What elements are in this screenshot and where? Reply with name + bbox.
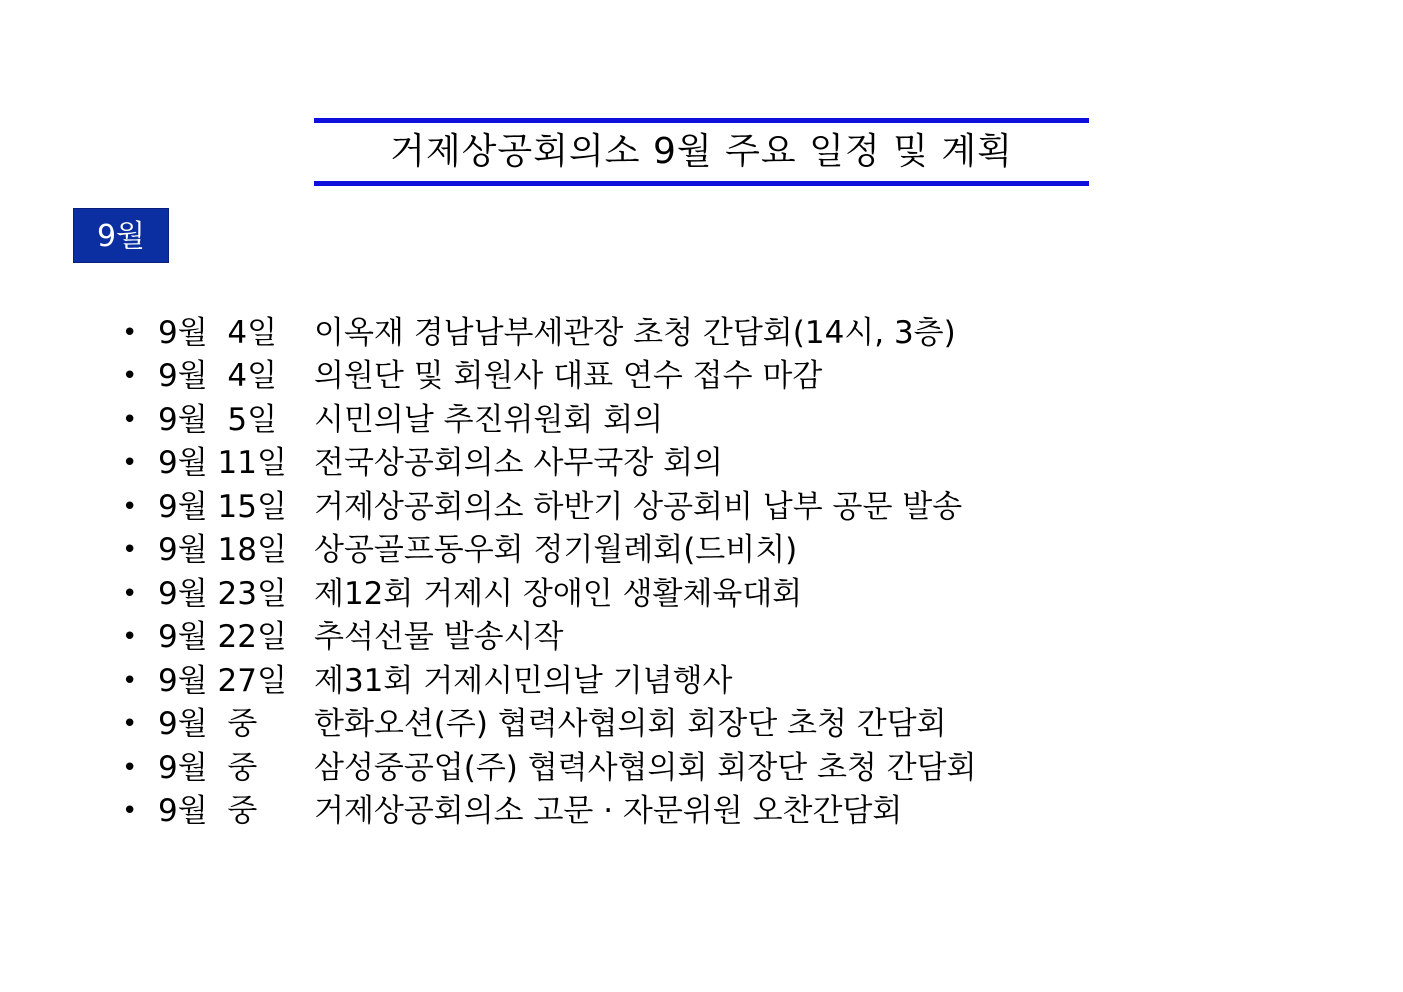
schedule-list <box>122 311 1222 833</box>
schedule-text: 추석선물 발송시작 <box>314 619 564 656</box>
bullet-icon: • <box>122 752 138 783</box>
schedule-text: 이옥재 경남남부세관장 초청 간담회(14시, 3층) <box>314 314 956 351</box>
schedule-item <box>122 659 1222 703</box>
bullet-icon: • <box>122 578 138 609</box>
schedule-text: 삼성중공업(주) 협력사협의회 회장단 초청 간담회 <box>314 749 977 786</box>
title-top-rule <box>314 118 1089 123</box>
bullet-icon: • <box>122 709 138 740</box>
schedule-text: 상공골프동우회 정기월례회(드비치) <box>314 532 798 569</box>
schedule-date: 9월 4일 <box>158 314 278 351</box>
schedule-date: 9월 11일 <box>158 445 287 482</box>
schedule-item <box>122 572 1222 616</box>
schedule-text: 의원단 및 회원사 대표 연수 접수 마감 <box>314 358 823 395</box>
schedule-date: 9월 5일 <box>158 401 278 438</box>
schedule-date: 9월 4일 <box>158 358 278 395</box>
bullet-icon: • <box>122 448 138 479</box>
page-title: 거제상공회의소 9월 주요 일정 및 계획 <box>390 131 1013 172</box>
title-block <box>314 118 1089 186</box>
schedule-item <box>122 616 1222 660</box>
schedule-date: 9월 18일 <box>158 532 287 569</box>
schedule-text: 전국상공회의소 사무국장 회의 <box>314 445 724 482</box>
bullet-icon: • <box>122 665 138 696</box>
bullet-icon: • <box>122 491 138 522</box>
schedule-item <box>122 442 1222 486</box>
schedule-item <box>122 485 1222 529</box>
bullet-icon: • <box>122 622 138 653</box>
schedule-item <box>122 311 1222 355</box>
schedule-item <box>122 790 1222 834</box>
bullet-icon: • <box>122 317 138 348</box>
schedule-date: 9월 중 <box>158 706 258 743</box>
bullet-icon: • <box>122 361 138 392</box>
schedule-date: 9월 중 <box>158 793 258 830</box>
schedule-item <box>122 355 1222 399</box>
month-badge: 9월 <box>73 208 169 263</box>
schedule-item <box>122 746 1222 790</box>
bullet-icon: • <box>122 796 138 827</box>
schedule-text: 시민의날 추진위원회 회의 <box>314 401 664 438</box>
schedule-date: 9월 15일 <box>158 488 287 525</box>
schedule-text: 한화오션(주) 협력사협의회 회장단 초청 간담회 <box>314 706 947 743</box>
bullet-icon: • <box>122 535 138 566</box>
schedule-item <box>122 529 1222 573</box>
schedule-date: 9월 27일 <box>158 662 287 699</box>
schedule-item <box>122 703 1222 747</box>
schedule-date: 9월 22일 <box>158 619 287 656</box>
schedule-date: 9월 23일 <box>158 575 287 612</box>
schedule-date: 9월 중 <box>158 749 258 786</box>
schedule-text: 거제상공회의소 하반기 상공회비 납부 공문 발송 <box>314 488 963 525</box>
schedule-text: 거제상공회의소 고문 · 자문위원 오찬간담회 <box>314 793 903 830</box>
schedule-text: 제12회 거제시 장애인 생활체육대회 <box>314 575 803 612</box>
schedule-text: 제31회 거제시민의날 기념행사 <box>314 662 733 699</box>
bullet-icon: • <box>122 404 138 435</box>
title-bottom-rule <box>314 181 1089 186</box>
schedule-item <box>122 398 1222 442</box>
